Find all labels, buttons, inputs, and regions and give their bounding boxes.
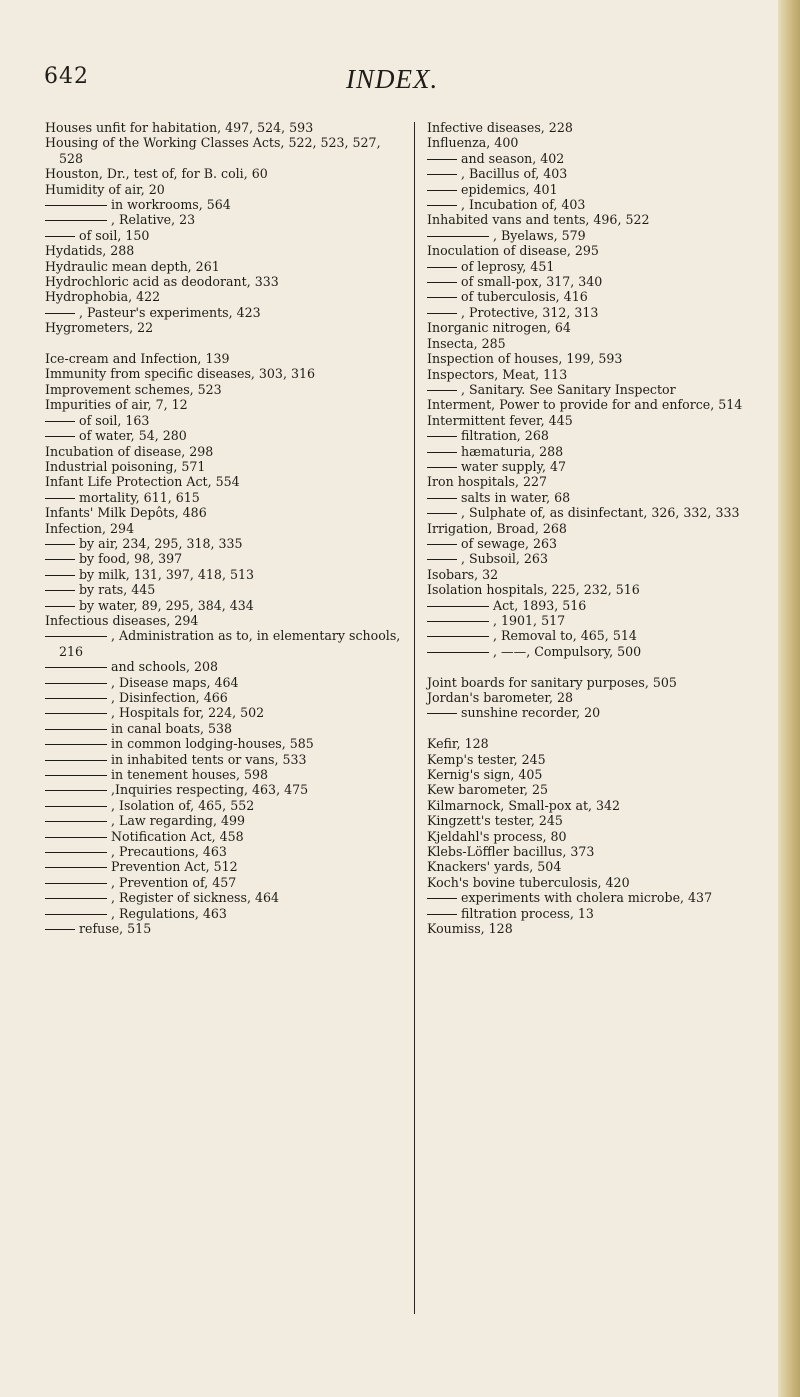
index-entry (427, 336, 795, 351)
ditto-dash (45, 559, 75, 560)
entry-text: Houston, Dr., test of, for B. coli, 60 (45, 166, 268, 182)
index-entry (45, 474, 401, 489)
index-entry (45, 182, 401, 197)
index-subentry (427, 166, 795, 181)
entry-text: Klebs-Löffler bacillus, 373 (427, 844, 595, 860)
index-entry (427, 212, 795, 227)
entry-text: Kefir, 128 (427, 736, 489, 752)
entry-text: salts in water, 68 (461, 489, 571, 505)
index-entry (427, 798, 795, 813)
index-subentry (45, 490, 401, 505)
index-subentry (427, 890, 795, 905)
index-entry (45, 397, 401, 412)
entry-text: Notification Act, 458 (111, 828, 244, 844)
ditto-dash (427, 713, 457, 714)
ditto-dash (427, 313, 457, 314)
ditto-dash (45, 775, 107, 776)
index-subentry (45, 767, 401, 782)
entry-text: Act, 1893, 516 (493, 597, 587, 613)
index-entry (427, 120, 795, 135)
entry-text: Jordan's barometer, 28 (427, 690, 574, 706)
ditto-dash (427, 297, 457, 298)
entry-text: of small-pox, 317, 340 (461, 274, 603, 290)
index-subentry (427, 382, 795, 397)
entry-text: Kemp's tester, 245 (427, 751, 546, 767)
index-subentry (427, 644, 795, 659)
entry-text: , Byelaws, 579 (493, 227, 586, 243)
ditto-dash (45, 713, 107, 714)
entry-text: Inspectors, Meat, 113 (427, 366, 568, 382)
entry-text: of tuberculosis, 416 (461, 289, 588, 305)
index-entry (427, 521, 795, 536)
entry-text: , Disease maps, 464 (111, 674, 239, 690)
index-subentry (427, 459, 795, 474)
index-subentry (427, 228, 795, 243)
entry-text: Impurities of air, 7, 12 (45, 397, 188, 413)
entry-text: experiments with cholera microbe, 437 (461, 890, 713, 906)
entry-text: Hydrophobia, 422 (45, 289, 161, 305)
index-entry (45, 289, 401, 304)
index-subentry (427, 289, 795, 304)
index-subentry (427, 705, 795, 720)
index-subentry (427, 613, 795, 628)
index-entry (427, 752, 795, 767)
ditto-dash (427, 513, 457, 514)
index-entry (427, 690, 795, 705)
index-entry (427, 921, 795, 936)
entry-text: of leprosy, 451 (461, 258, 555, 274)
index-entry (427, 829, 795, 844)
index-subentry (427, 259, 795, 274)
ditto-dash (45, 575, 75, 576)
entry-text: Infants' Milk Depôts, 486 (45, 505, 207, 521)
index-column-right (427, 120, 795, 937)
index-entry (45, 274, 401, 289)
entry-text: , Relative, 23 (111, 212, 196, 228)
index-subentry (45, 906, 401, 921)
index-entry (45, 505, 401, 520)
index-entry (427, 367, 795, 382)
ditto-dash (427, 436, 457, 437)
entry-text: and season, 402 (461, 150, 565, 166)
ditto-dash (45, 436, 75, 437)
entry-text: , 1901, 517 (493, 613, 566, 628)
index-subentry (45, 844, 401, 859)
ditto-dash (427, 559, 457, 560)
ditto-dash (45, 760, 107, 761)
index-subentry (45, 890, 401, 905)
entry-text: epidemics, 401 (461, 181, 558, 197)
ditto-dash (427, 159, 457, 160)
index-subentry (427, 428, 795, 443)
ditto-dash (427, 621, 489, 622)
index-entry (427, 135, 795, 150)
index-subentry (45, 721, 401, 736)
entry-text: Kernig's sign, 405 (427, 767, 543, 783)
ditto-dash (427, 544, 457, 545)
ditto-dash (45, 590, 75, 591)
entry-text: refuse, 515 (79, 921, 152, 937)
ditto-dash (427, 652, 489, 653)
index-subentry (45, 875, 401, 890)
entry-text: Inoculation of disease, 295 (427, 243, 599, 259)
entry-text: Inhabited vans and tents, 496, 522 (427, 212, 650, 228)
ditto-dash (427, 236, 489, 237)
entry-text: of soil, 163 (79, 412, 150, 428)
entry-text: filtration, 268 (461, 428, 549, 444)
index-entry (427, 474, 795, 489)
index-entry (45, 320, 401, 335)
index-subentry (427, 551, 795, 566)
index-subentry (45, 705, 401, 720)
index-subentry (427, 490, 795, 505)
entry-text: , Sanitary. See Sanitary Inspector (461, 381, 676, 397)
ditto-dash (45, 683, 107, 684)
index-subentry (427, 182, 795, 197)
entry-text: Insecta, 285 (427, 335, 506, 351)
entry-text: Hygrometers, 22 (45, 320, 154, 336)
index-subentry (45, 752, 401, 767)
entry-text: mortality, 611, 615 (79, 489, 200, 505)
ditto-dash (427, 282, 457, 283)
entry-text: Inspection of houses, 199, 593 (427, 351, 623, 367)
entry-text: in common lodging-houses, 585 (111, 736, 314, 752)
index-entry (427, 582, 795, 597)
entry-text: , Disinfection, 466 (111, 690, 228, 706)
index-subentry (45, 598, 401, 613)
index-entry (427, 736, 795, 751)
index-entry (45, 166, 401, 181)
ditto-dash (45, 421, 75, 422)
ditto-dash (427, 498, 457, 499)
index-subentry (45, 736, 401, 751)
index-entry (427, 767, 795, 782)
ditto-dash (45, 867, 107, 868)
entry-text: , Precautions, 463 (111, 844, 227, 860)
entry-text: hæmaturia, 288 (461, 443, 564, 459)
entry-text: water supply, 47 (461, 458, 567, 474)
ditto-dash (427, 390, 457, 391)
ditto-dash (427, 467, 457, 468)
index-subentry (427, 274, 795, 289)
entry-text: by food, 98, 397 (79, 551, 183, 567)
entry-text: Joint boards for sanitary purposes, 505 (427, 674, 677, 690)
entry-text: Infection, 294 (45, 520, 135, 536)
entry-text: of water, 54, 280 (79, 428, 187, 444)
entry-text: of soil, 150 (79, 227, 150, 243)
index-entry (427, 813, 795, 828)
entry-text: , Sulphate of, as disinfectant, 326, 332, 333 (461, 505, 740, 521)
index-subentry (427, 151, 795, 166)
entry-text: , Register of sickness, 464 (111, 890, 279, 906)
entry-text: Ice-cream and Infection, 139 (45, 351, 230, 367)
index-column-left (45, 120, 401, 937)
ditto-dash (427, 898, 457, 899)
index-subentry (45, 428, 401, 443)
ditto-dash (45, 498, 75, 499)
ditto-dash (45, 544, 75, 545)
entry-text: , Law regarding, 499 (111, 813, 246, 829)
index-subentry (45, 413, 401, 428)
entry-text: Kew barometer, 25 (427, 782, 549, 798)
entry-text: , Pasteur's experiments, 423 (79, 304, 261, 320)
entry-text: Koch's bovine tuberculosis, 420 (427, 874, 630, 890)
entry-text: Intermittent fever, 445 (427, 412, 573, 428)
index-subentry (45, 829, 401, 844)
ditto-dash (427, 205, 457, 206)
entry-text: , Isolation of, 465, 552 (111, 797, 255, 813)
index-entry (45, 243, 401, 258)
entry-text: , Subsoil, 263 (461, 551, 548, 567)
index-entry (427, 567, 795, 582)
entry-text: Industrial poisoning, 571 (45, 458, 206, 474)
entry-text: , Protective, 312, 313 (461, 304, 599, 320)
entry-text: in canal boats, 538 (111, 720, 233, 736)
index-entry (427, 675, 795, 690)
index-subentry (45, 305, 401, 320)
index-subentry (427, 444, 795, 459)
ditto-dash (45, 236, 75, 237)
page-number: 642 (44, 64, 89, 89)
ditto-dash (427, 174, 457, 175)
index-subentry (45, 675, 401, 690)
index-subentry (427, 505, 795, 520)
entry-text: Humidity of air, 20 (45, 181, 165, 197)
entry-text: Kingzett's tester, 245 (427, 813, 563, 829)
index-entry (45, 444, 401, 459)
entry-text: by air, 234, 295, 318, 335 (79, 535, 243, 551)
index-entry (427, 320, 795, 335)
entry-text: Infectious diseases, 294 (45, 612, 199, 628)
letter-section-gap (427, 659, 795, 674)
ditto-dash (427, 267, 457, 268)
index-subentry (45, 628, 401, 659)
index-subentry (45, 798, 401, 813)
ditto-dash (45, 852, 107, 853)
ditto-dash (45, 313, 75, 314)
entry-text: , Bacillus of, 403 (461, 166, 568, 182)
index-subentry (45, 690, 401, 705)
entry-text: Isobars, 32 (427, 566, 499, 582)
ditto-dash (45, 636, 107, 637)
entry-text: Improvement schemes, 523 (45, 381, 222, 397)
index-subentry (45, 228, 401, 243)
entry-text: Incubation of disease, 298 (45, 443, 214, 459)
entry-text: by water, 89, 295, 384, 434 (79, 597, 254, 613)
entry-text: Infant Life Protection Act, 554 (45, 474, 240, 490)
index-subentry (45, 212, 401, 227)
index-entry (45, 382, 401, 397)
ditto-dash (427, 914, 457, 915)
ditto-dash (427, 190, 457, 191)
index-subentry (45, 859, 401, 874)
ditto-dash (427, 636, 489, 637)
entry-text: Koumiss, 128 (427, 921, 513, 937)
index-subentry (427, 305, 795, 320)
ditto-dash (45, 883, 107, 884)
entry-text: , ——, Compulsory, 500 (493, 643, 642, 659)
index-entry (45, 521, 401, 536)
index-entry (427, 844, 795, 859)
index-subentry (45, 567, 401, 582)
index-entry (45, 459, 401, 474)
entry-text: Immunity from specific diseases, 303, 316 (45, 366, 315, 382)
index-entry (45, 351, 401, 366)
entry-text: and schools, 208 (111, 659, 219, 675)
index-entry (45, 120, 401, 135)
entry-text: Housing of the Working Classes Acts, 522, 523, 527, 528 (45, 135, 381, 166)
ditto-dash (45, 744, 107, 745)
entry-text: by rats, 445 (79, 582, 156, 598)
index-entry (45, 366, 401, 381)
index-subentry (45, 813, 401, 828)
entry-text: Inorganic nitrogen, 64 (427, 320, 571, 336)
entry-text: by milk, 131, 397, 418, 513 (79, 566, 254, 582)
index-subentry (427, 628, 795, 643)
ditto-dash (45, 698, 107, 699)
index-entry (427, 351, 795, 366)
ditto-dash (45, 821, 107, 822)
index-entry (45, 259, 401, 274)
entry-text: ,Inquiries respecting, 463, 475 (111, 782, 309, 798)
entry-text: Irrigation, Broad, 268 (427, 520, 567, 536)
column-divider (414, 122, 415, 1314)
entry-text: Hydrochloric acid as deodorant, 333 (45, 274, 279, 290)
entry-text: , Prevention of, 457 (111, 874, 237, 890)
index-entry (427, 782, 795, 797)
index-entry (427, 875, 795, 890)
ditto-dash (45, 790, 107, 791)
ditto-dash (427, 452, 457, 453)
index-subentry (45, 782, 401, 797)
entry-text: Knackers' yards, 504 (427, 859, 562, 875)
entry-text: , Removal to, 465, 514 (493, 628, 637, 644)
index-entry (427, 243, 795, 258)
index-entry (45, 135, 401, 166)
entry-text: Hydatids, 288 (45, 243, 135, 259)
letter-section-gap (427, 721, 795, 736)
index-subentry (45, 582, 401, 597)
entry-text: Prevention Act, 512 (111, 859, 238, 875)
ditto-dash (45, 205, 107, 206)
index-entry (427, 859, 795, 874)
ditto-dash (45, 898, 107, 899)
ditto-dash (45, 729, 107, 730)
entry-text: Kilmarnock, Small-pox at, 342 (427, 797, 621, 813)
index-entry (427, 413, 795, 428)
entry-text: sunshine recorder, 20 (461, 705, 601, 721)
entry-text: in workrooms, 564 (111, 197, 231, 213)
index-subentry (45, 536, 401, 551)
entry-text: in inhabited tents or vans, 533 (111, 751, 307, 767)
entry-text: Kjeldahl's process, 80 (427, 828, 567, 844)
ditto-dash (427, 606, 489, 607)
index-subentry (427, 598, 795, 613)
index-subentry (427, 536, 795, 551)
index-subentry (45, 659, 401, 674)
entry-text: filtration process, 13 (461, 905, 594, 921)
entry-text: , Hospitals for, 224, 502 (111, 705, 265, 721)
ditto-dash (45, 929, 75, 930)
entry-text: Interment, Power to provide for and enforce, 514 (427, 397, 743, 413)
entry-text: in tenement houses, 598 (111, 767, 269, 783)
index-subentry (45, 551, 401, 566)
letter-section-gap (45, 336, 401, 351)
index-subentry (427, 906, 795, 921)
ditto-dash (45, 606, 75, 607)
entry-text: Infective diseases, 228 (427, 120, 573, 135)
index-subentry (45, 921, 401, 936)
entry-text: Influenza, 400 (427, 135, 519, 151)
ditto-dash (45, 837, 107, 838)
index-entry (427, 397, 795, 412)
entry-text: of sewage, 263 (461, 535, 558, 551)
entry-text: Houses unfit for habitation, 497, 524, 593 (45, 120, 314, 135)
entry-text: , Incubation of, 403 (461, 197, 586, 213)
ditto-dash (45, 806, 107, 807)
entry-text: , Regulations, 463 (111, 905, 227, 921)
entry-text: , Administration as to, in elementary schools, 216 (59, 628, 401, 659)
ditto-dash (45, 914, 107, 915)
index-entry (45, 613, 401, 628)
ditto-dash (45, 220, 107, 221)
page-header (44, 64, 744, 100)
running-title: INDEX. (346, 64, 439, 94)
index-subentry (45, 197, 401, 212)
entry-text: Isolation hospitals, 225, 232, 516 (427, 582, 640, 598)
index-subentry (427, 197, 795, 212)
entry-text: Iron hospitals, 227 (427, 474, 548, 490)
entry-text: Hydraulic mean depth, 261 (45, 258, 220, 274)
ditto-dash (45, 667, 107, 668)
